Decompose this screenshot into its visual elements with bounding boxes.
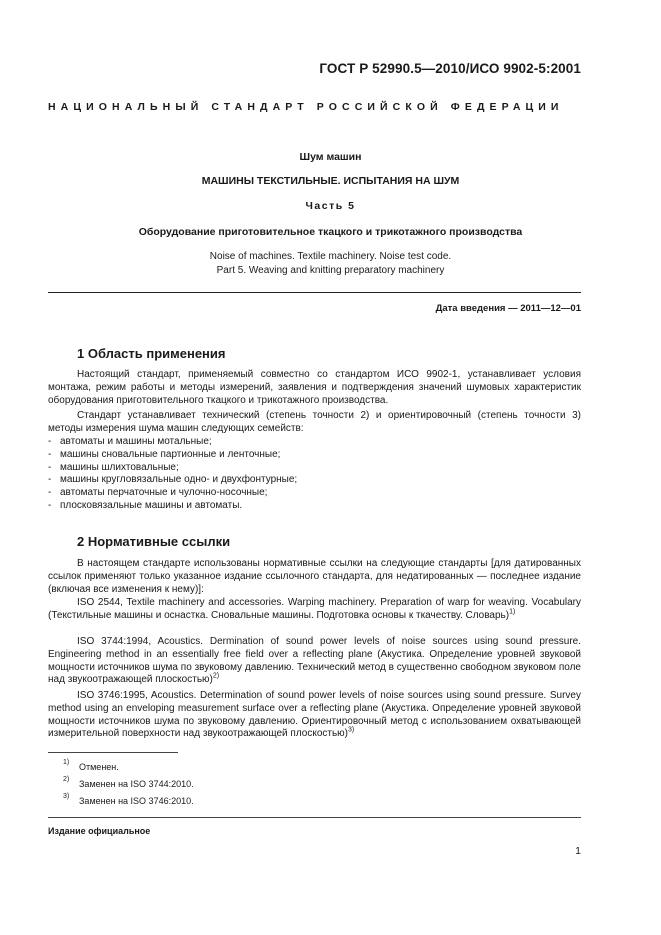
english-title-line1: Noise of machines. Textile machinery. Noise test code. bbox=[209, 251, 452, 262]
list-item: - машины сновальные партионные и ленточные; bbox=[48, 448, 281, 460]
bullet-dash: - bbox=[48, 499, 52, 511]
subtitle: Оборудование приготовительное ткацкого и трикотажного производства bbox=[138, 226, 523, 238]
list-item: - плосковязальные машины и автоматы. bbox=[48, 499, 243, 511]
main-title: МАШИНЫ ТЕКСТИЛЬНЫЕ. ИСПЫТАНИЯ НА ШУМ bbox=[201, 175, 460, 187]
section-2-heading: 2 Нормативные ссылки bbox=[77, 534, 231, 549]
section-1-paragraph-1: Настоящий стандарт, применяемый совместно со стандартом ИСО 9902-1, устанавливает условия монтажа, режим работы и методы измерений, заявления и подтверждения значений шумовых характеристик оборудования приготовительного ткацкого и трикотажного производства. bbox=[48, 369, 581, 406]
page-number: 1 bbox=[575, 845, 581, 857]
footnote-ref-3: 3) bbox=[348, 727, 355, 735]
list-item: - машины кругловязальные одно- и двухфонтурные; bbox=[48, 474, 298, 486]
english-title-line2: Part 5. Weaving and knitting preparatory machinery bbox=[216, 264, 445, 276]
machine-family-list bbox=[48, 436, 297, 513]
footnote-2: 2) Заменен на ISO 3744:2010. bbox=[63, 776, 194, 789]
footnote-3: 3) Заменен на ISO 3746:2010. bbox=[63, 793, 194, 806]
list-item: - машины шлихтовальные; bbox=[48, 461, 179, 473]
footnote-divider bbox=[48, 752, 178, 753]
official-edition-label: Издание официальное bbox=[48, 826, 151, 836]
standard-code: ГОСТ Р 52990.5—2010/ИСО 9902-5:2001 bbox=[319, 61, 581, 76]
english-title bbox=[0, 250, 661, 277]
bullet-dash: - bbox=[48, 448, 52, 460]
bullet-dash: - bbox=[48, 487, 52, 499]
bullet-dash: - bbox=[48, 461, 52, 473]
bullet-dash: - bbox=[48, 474, 52, 486]
national-standard-heading: НАЦИОНАЛЬНЫЙ СТАНДАРТ РОССИЙСКОЙ ФЕДЕРАЦИИ bbox=[48, 101, 564, 113]
section-2-paragraph-1: В настоящем стандарте использованы нормативные ссылки на следующие стандарты [для датированных ссылок применяют только указанное издание ссылочного стандарта, для недатированных — последнее издание (включая все изменения к нему)]: bbox=[48, 558, 581, 595]
footnote-ref-1: 1) bbox=[509, 608, 516, 616]
list-item: - автоматы перчаточные и чулочно-носочные; bbox=[48, 487, 268, 499]
reference-iso-3746: ISO 3746:1995, Acoustics. Determination of sound power levels of noise sources using sound pressure. Survey method using an enveloping measurement surface over a reflecting plane (Акустика. Определение уровней звуковой мощности источников шума по звуковому давлению. Ориентировочный метод с использованием охватывающей измерительной поверхности над звукоотражающей плоскостью)$^{3)}$ bbox=[48, 690, 581, 740]
section-1-heading: 1 Область применения bbox=[77, 346, 226, 361]
footnote-1: 1) Отменен. bbox=[63, 759, 119, 772]
reference-iso-2544: ISO 2544, Textile machinery and accessories. Warping machinery. Preparation of warp for weaving. Vocabulary (Текстильные машины и оснастка. Сновальные машины. Подготовка основы к ткачеству. Словарь)$^{1)}$ bbox=[48, 597, 581, 621]
list-item: - автоматы и машины мотальные; bbox=[48, 436, 212, 447]
reference-iso-3744: ISO 3744:1994, Acoustics. Dermination of sound power levels of noise sources using sound pressure. Engineering method in an essentially free field over a reflecting plane (Акустика. Определение уровней звуковой мощности источников шума по звуковому давлению. Технический метод в существенно свободном звуковом поле над звукоотражающей плоскостью)$^{2)}$ bbox=[48, 636, 581, 686]
introduction-date: Дата введения — 2011—12—01 bbox=[435, 303, 581, 314]
bullet-dash: - bbox=[48, 436, 52, 447]
section-1-paragraph-2: Стандарт устанавливает технический (степень точности 2) и ориентировочный (степень точности 3) методы измерения шума машин следующих семейств: bbox=[48, 410, 581, 434]
title-group: Шум машин bbox=[299, 151, 362, 163]
footnote-ref-2: 2) bbox=[212, 673, 220, 681]
title-divider bbox=[48, 292, 581, 293]
part-title: Часть 5 bbox=[305, 200, 356, 212]
footer-divider bbox=[48, 817, 581, 818]
